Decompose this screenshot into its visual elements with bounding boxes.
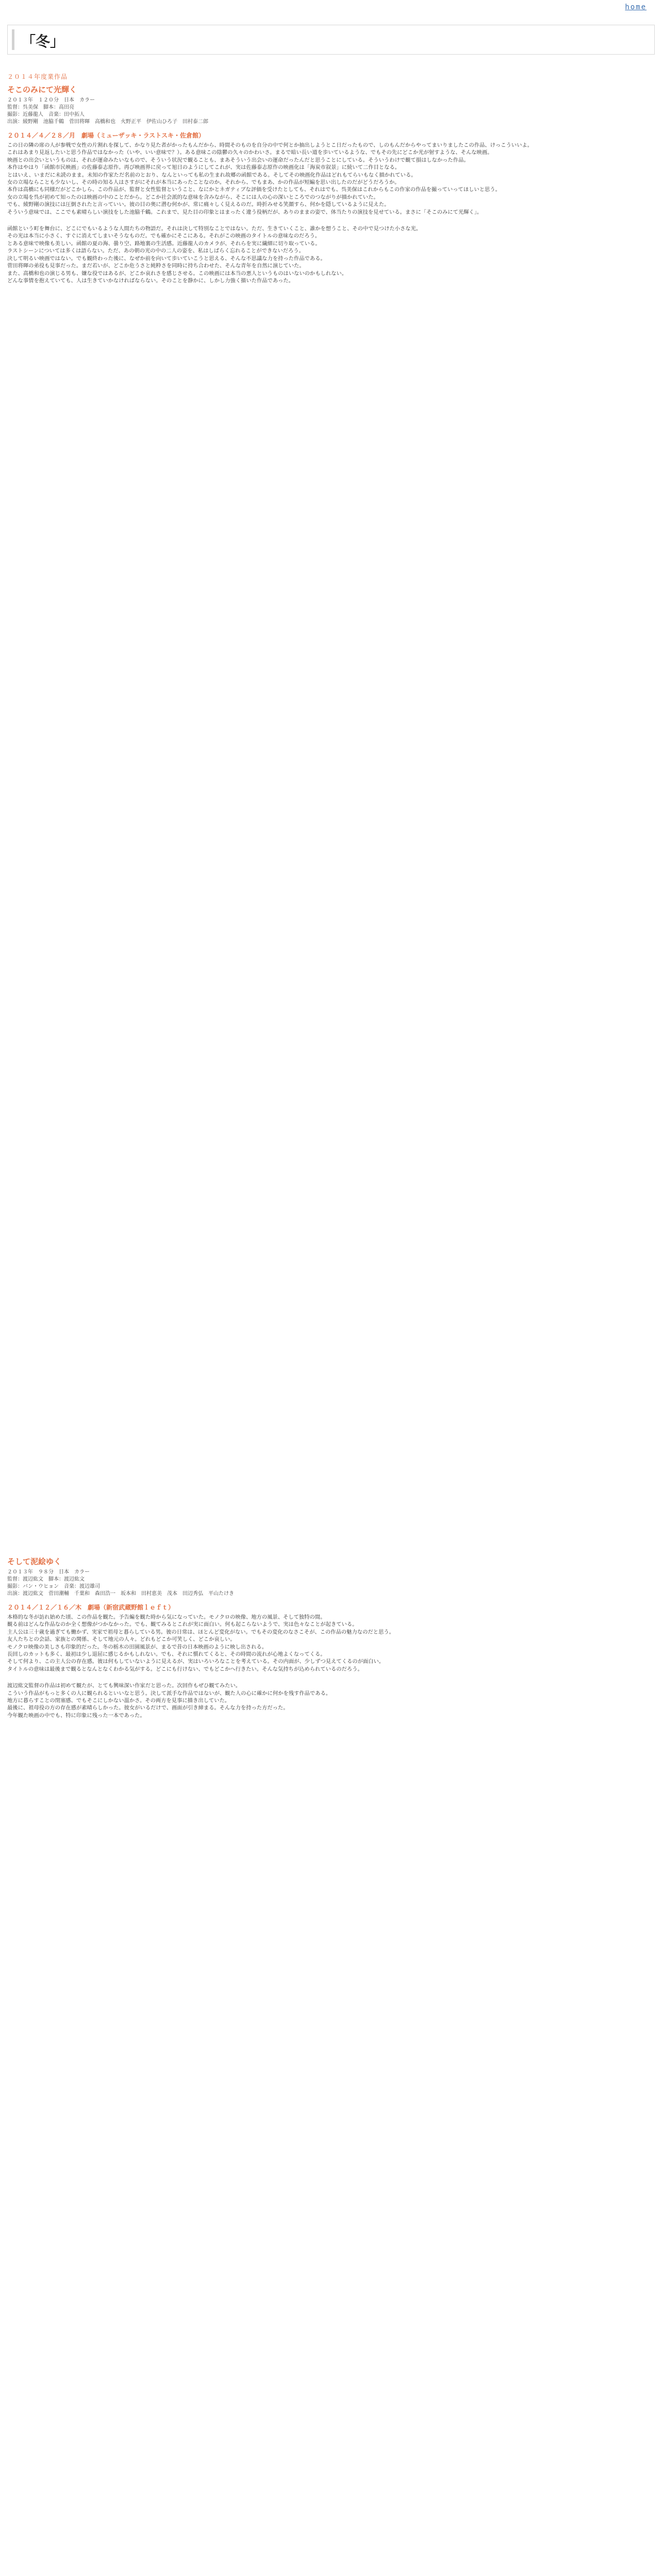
review-title: そこのみにて光輝く	[7, 85, 77, 94]
review-paragraph: モノクロ映像の美しさも印象的だった。冬の栃木の田園風景が、まるで昔の日本映画のように映し出される。	[7, 1643, 268, 1650]
review-paragraph: これはあまり見返したいと思う作品ではなかった（いや、いい意味で？）。ある意味この陰鬱の久々のかわいさ。まるで暗い長い道を歩いているような、でもその先にどこか光が射すような、そんな映画。	[7, 149, 493, 156]
review-paragraph: 菅田将暉の弟役も見事だった。まだ若いが、どこか危うさと純粋さを同時に持ち合わせた、そんな青年を自然に演じていた。	[7, 263, 305, 269]
review-paragraph: 函館という町を舞台に、どこにでもいるような人間たちの物語だ。それは決して特別なことではない。ただ、生きていくこと、誰かを想うこと、その中で見つけた小さな光。	[7, 226, 422, 232]
review-body-continued	[7, 1682, 654, 1719]
review-paragraph: 映画との出会いというものは、それが運命みたいなもので、そういう状況で観ることも、まあそういう出会いの運命だったんだと思うことにしている。そういうわけで観て損はしなかった作品。	[7, 157, 469, 163]
review-body	[7, 142, 654, 216]
review-paragraph: 地方に暮らすことの閉塞感、でもそこにしかない温かさ。その両方を見事に描き出していた。	[7, 1698, 230, 1704]
review-section-2	[7, 1556, 654, 1719]
film-credits: ２０１３年 ９８分 日本 カラー 監督：渡辺紘文 脚本：渡辺紘文 撮影：バン・ウヒョン 音楽：渡辺雄司 出演：渡辺紘文 菅田潮輔 千葉和 森田浩一 坂本和 田村恵美 茂本 田辺秀弘 平山たけき	[7, 1569, 234, 1597]
review-paragraph: 本作はやはり「函館市民映画」の佐藤泰志原作。再び映画界に戻って旭日のようにしてこれが、実は佐藤泰志原作の映画化は「海炭市叙景」に続いて二作目となる。	[7, 164, 400, 171]
review-paragraph: 女の立場ならことも少ないし、その時の知る人はさすがにそれが本当にあったことなのか。それから、でもまあ、かの作品が短編を思い出したのだがどうだろうか。	[7, 179, 400, 186]
review-paragraph: 長回しのカットも多く、最初は少し退屈に感じるかもしれない。でも、それに慣れてくると、その時間の流れが心地よくなってくる。	[7, 1651, 326, 1658]
review-paragraph: 今年観た映画の中でも、特に印象に残った一本であった。	[7, 1712, 145, 1719]
home-link[interactable]: home	[625, 3, 647, 11]
review-paragraph: 決して明るい映画ではない。でも観終わった後に、なぜか前を向いて歩いていこうと思える、そんな不思議な力を持った作品である。	[7, 255, 326, 262]
review-paragraph: 女の立場を呉が初めて知ったのは映画の中のことだから。どこか社会派的な意味を含みながら、そこには人の心の深いところでのつながりが描かれていた。	[7, 194, 379, 200]
review-section-1	[7, 72, 654, 284]
review-paragraph: 本作は高橋にも同様だがどこかしら、この作品が、監督と女性監督ということ、なにかとネガティブな評価を受けたとしても、それはでも、呉美保はこれからもこの作家の作品を撮っていってほしいと思う。	[7, 187, 501, 193]
review-paragraph: そして何より、この主人公の存在感。彼は何もしていないように見えるが、実はいろいろなことを考えている。その内面が、少しずつ見えてくるのが面白い。	[7, 1658, 385, 1665]
review-paragraph: 友人たちとの会話、家族との関係、そして地元の人々。どれもどこか可笑しく、どこか哀しい。	[7, 1636, 236, 1643]
title-marker	[12, 29, 14, 50]
review-paragraph: でも、綾野剛の演技には圧倒されたと言っていい。彼の目の奥に潜む何かが、常に痛々しく見えるのだ。時折みせる笑顔すら、何かを隠しているように見えた。	[7, 201, 390, 208]
review-paragraph: 渡辺紘文監督の作品は初めて観たが、とても興味深い作家だと思った。次回作もぜひ観てみたい。	[7, 1683, 241, 1689]
entry-heading: ２０１４／４／２８／月 劇場（ミューザッキ・ラストスキ・佐倉館）	[7, 132, 205, 139]
review-paragraph: その光は本当に小さく、すぐに消えてしまいそうなものだ。でも確かにそこにある。それがこの映画のタイトルの意味なのだろう。	[7, 233, 321, 240]
review-paragraph: そういう意味では、ここでも素晴らしい演技をした池脇千鶴。これまで、見た目の印象とはまったく違う役柄だが、ありのままの姿で、体当たりの演技を見せている。まさに「そこのみにて光輝く」。	[7, 209, 483, 215]
review-title: そして泥絵ゆく	[7, 1557, 62, 1566]
review-paragraph: 主人公は三十歳を過ぎても働かず、実家で祖母と暮らしている男。彼の日常は、ほとんど変化がない。でもその変化のなさこそが、この作品の魅力なのだと思う。	[7, 1629, 394, 1635]
review-paragraph: タイトルの意味は最後まで観るとなんとなくわかる気がする。どこにも行けない、でもどこかへ行きたい。そんな気持ちが込められているのだろう。	[7, 1666, 363, 1672]
review-paragraph: こういう作品がもっと多くの人に観られるといいなと思う。決して派手な作品ではないが、観た人の心に確かに何かを残す作品である。	[7, 1690, 332, 1697]
review-paragraph: 観る前はどんな作品なのか全く想像がつかなかった。でも、観てみるとこれが実に面白い。何も起こらないようで、実は色々なことが起きている。	[7, 1621, 358, 1628]
review-paragraph: とはいえ、いまだに未読のまま。未知の作家ただ名前のとおり、なんといっても私の生まれ故郷の函館である。そしてその映画化作品はどれもてらいもなく描かれている。	[7, 172, 417, 178]
review-paragraph: 本格的な冬が訪れ始めた頃、この作品を観た。予告編を観た時から気になっていた。モノクロの映像、地方の風景、そして独特の間。	[7, 1614, 326, 1620]
review-body	[7, 1614, 654, 1673]
entry-heading: ２０１４／１２／１６／木 劇場（新宿武蔵野館ｌｅｆｔ）	[7, 1604, 175, 1611]
page-title: 「冬」	[21, 33, 65, 50]
section-label: ２０１４年度業作品	[7, 73, 68, 80]
review-paragraph: ラストシーンについては多くは語らない。ただ、あの朝の光の中の二人の姿を、私はしばらく忘れることができないだろう。	[7, 248, 304, 255]
review-body-continued	[7, 225, 654, 284]
film-credits: ２０１３年 １２０分 日本 カラー 監督：呉美保 脚本：高田亮 撮影：近藤龍人 音楽：田中拓人 出演：綾野剛 池脇千鶴 菅田将暉 高橋和也 火野正平 伊佐山ひろ子 田村泰二郎	[7, 97, 208, 125]
review-paragraph: とある意味で映像も美しい。函館の夏の海、曇り空、路地裏の生活感。近藤龍人のカメラが、それらを実に繊細に切り取っている。	[7, 240, 321, 247]
review-paragraph: 最後に、祖母役の方の存在感が素晴らしかった。彼女がいるだけで、画面が引き締まる。そんな力を持った方だった。	[7, 1705, 289, 1711]
review-paragraph: どんな事情を抱えていても、人は生きていかなければならない。そのことを静かに、しかし力強く描いた作品であった。	[7, 277, 294, 284]
page-title-box	[7, 25, 655, 55]
review-paragraph: この日の隣の席の人が参戦で女性の片割れを探して、かなり見た者がかったもんだから、時間そのものを自分の中で何とか抽出しようとこ日だったもので、しのもんだからやってまいりましたこの作品、けっこういいよ。	[7, 142, 533, 148]
review-paragraph: また、高橋和也の演じる男も、嫌な役ではあるが、どこか哀れさを感じさせる。この映画には本当の悪人というものはいないのかもしれない。	[7, 270, 347, 277]
